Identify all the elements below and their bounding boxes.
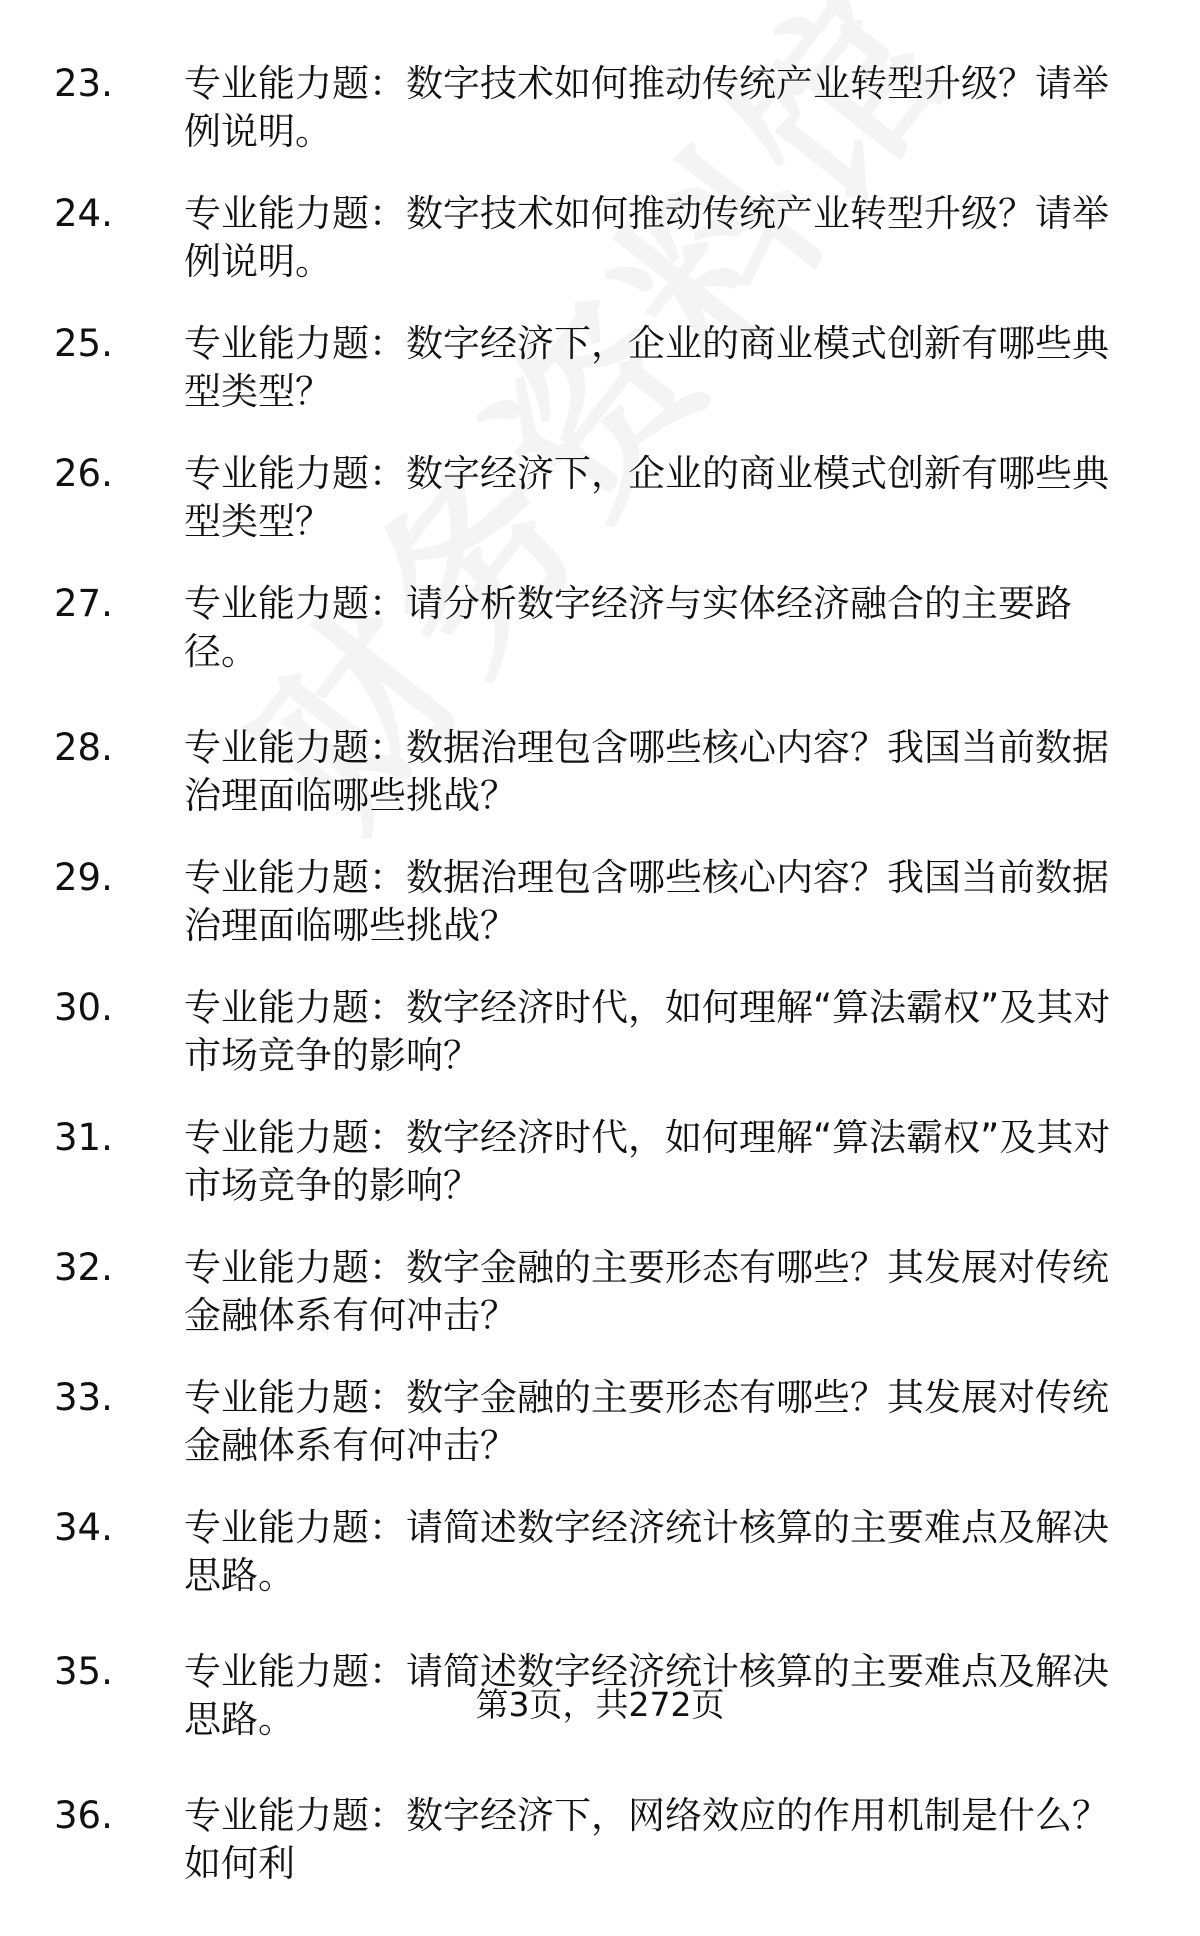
question-list xyxy=(0,60,1200,1936)
page-footer: 第3页，共272页 xyxy=(475,1685,725,1724)
question-text: 专业能力题：数字技术如何推动传统产业转型升级？请举例说明。 xyxy=(184,62,1109,153)
question-text: 专业能力题：请分析数字经济与实体经济融合的主要路径。 xyxy=(184,582,1072,673)
question-text: 专业能力题：数字经济时代，如何理解“算法霸权”及其对市场竞争的影响？ xyxy=(184,1116,1111,1207)
question-number: 24. xyxy=(54,192,113,235)
question-item-27 xyxy=(0,580,1200,676)
question-item-25 xyxy=(0,320,1200,416)
question-number: 26. xyxy=(54,452,113,495)
question-number: 28. xyxy=(54,726,113,769)
question-item-36 xyxy=(0,1792,1200,1888)
question-item-30 xyxy=(0,984,1200,1080)
question-item-26 xyxy=(0,450,1200,546)
question-item-33 xyxy=(0,1374,1200,1470)
question-text: 专业能力题：数字金融的主要形态有哪些？其发展对传统金融体系有何冲击？ xyxy=(184,1376,1109,1467)
question-number: 33. xyxy=(54,1376,113,1419)
question-text: 专业能力题：数字经济下，企业的商业模式创新有哪些典型类型？ xyxy=(184,322,1109,413)
question-number: 30. xyxy=(54,986,113,1029)
question-text: 专业能力题：数据治理包含哪些核心内容？我国当前数据治理面临哪些挑战？ xyxy=(184,856,1109,947)
question-text: 专业能力题：请简述数字经济统计核算的主要难点及解决思路。 xyxy=(184,1506,1109,1597)
question-item-24 xyxy=(0,190,1200,286)
question-number: 35. xyxy=(54,1650,113,1693)
question-text: 专业能力题：数字技术如何推动传统产业转型升级？请举例说明。 xyxy=(184,192,1109,283)
question-text: 专业能力题：数字经济下，企业的商业模式创新有哪些典型类型？ xyxy=(184,452,1109,543)
question-number: 31. xyxy=(54,1116,113,1159)
question-text: 专业能力题：请简述数字经济统计核算的主要难点及解决思路。 xyxy=(184,1650,1109,1741)
question-number: 34. xyxy=(54,1506,113,1549)
question-number: 27. xyxy=(54,582,113,625)
question-text: 专业能力题：数字金融的主要形态有哪些？其发展对传统金融体系有何冲击？ xyxy=(184,1246,1109,1337)
question-item-28 xyxy=(0,724,1200,820)
question-item-23 xyxy=(0,60,1200,156)
question-item-29 xyxy=(0,854,1200,950)
question-item-31 xyxy=(0,1114,1200,1210)
question-text: 专业能力题：数字经济下，网络效应的作用机制是什么？如何利 xyxy=(184,1794,1109,1885)
question-number: 32. xyxy=(54,1246,113,1289)
question-number: 36. xyxy=(54,1794,113,1837)
question-text: 专业能力题：数字经济时代，如何理解“算法霸权”及其对市场竞争的影响？ xyxy=(184,986,1111,1077)
question-number: 23. xyxy=(54,62,113,105)
question-text: 专业能力题：数据治理包含哪些核心内容？我国当前数据治理面临哪些挑战？ xyxy=(184,726,1109,817)
question-item-32 xyxy=(0,1244,1200,1340)
question-number: 25. xyxy=(54,322,113,365)
question-number: 29. xyxy=(54,856,113,899)
question-item-34 xyxy=(0,1504,1200,1600)
